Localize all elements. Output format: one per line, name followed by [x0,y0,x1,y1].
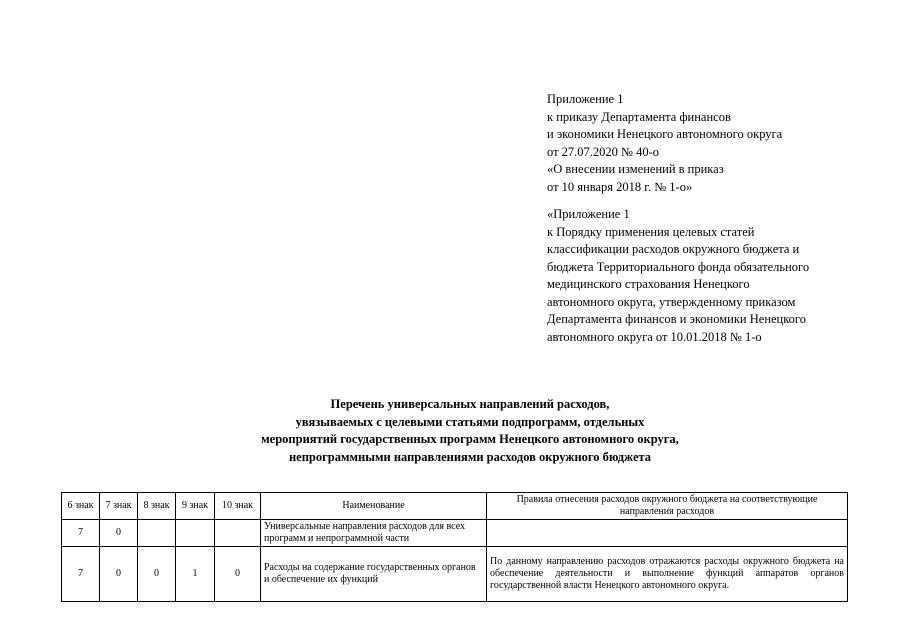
appendix-header [547,91,877,196]
table-cell [176,520,215,547]
inner-appendix-line: автономного округа, утвержденному приказом [547,294,796,309]
appendix-line: от 27.07.2020 № 40-о [547,144,660,159]
column-header: 6 знак [62,493,100,520]
column-header: 7 знак [100,493,138,520]
table-cell: 0 [138,547,176,602]
appendix-line: «О внесении изменений в приказ [547,162,724,176]
table-cell [138,520,176,547]
inner-appendix-line: бюджета Территориального фонда обязательного [547,259,810,274]
table-cell: 1 [176,547,215,602]
document-title [190,396,750,466]
title-line: увязываемых с целевыми статьями подпрограмм, отдельных [295,414,645,429]
appendix-line: к приказу Департамента финансов [547,109,731,124]
appendix-line: и экономики Ненецкого автономного округа [547,127,783,141]
directions-table [61,492,848,602]
inner-appendix-line: Департамента финансов и экономики Ненецкого [547,312,807,326]
table-cell: 0 [100,520,138,547]
inner-appendix-line: автономного округа от 10.01.2018 № 1-о [547,329,762,344]
table-cell: 0 [215,547,261,602]
table-cell: Расходы на содержание государственных органов и обеспечение их функций [261,547,487,602]
table-cell: 7 [62,520,100,547]
table-cell: 7 [62,547,100,602]
table-cell: Универсальные направления расходов для всех программ и непрограммной части [261,520,487,547]
appendix-line: Приложение 1 [547,92,624,106]
column-header: Правила отнесения расходов окружного бюджета на соответствующие направления расходов [487,493,848,520]
column-header: 9 знак [176,493,215,520]
inner-appendix-line: медицинского страхования Ненецкого [547,277,750,291]
column-header: 10 знак [215,493,261,520]
table-cell: 0 [100,547,138,602]
table-row [62,520,848,547]
inner-appendix-line: к Порядку применения целевых статей [547,224,755,239]
title-line: мероприятий государственных программ Ненецкого автономного округа, [261,432,679,446]
appendix-line: от 10 января 2018 г. № 1-о» [547,179,693,194]
table-cell [487,520,848,547]
column-header: Наименование [261,493,487,520]
column-header: 8 знак [138,493,176,520]
title-line: непрограммными направлениями расходов окружного бюджета [288,449,652,464]
table-cell [215,520,261,547]
table-row [62,547,848,602]
table-header-row [62,493,848,520]
inner-appendix-line: «Приложение 1 [547,207,630,221]
inner-appendix-header [547,206,877,346]
table-cell: По данному направлению расходов отражаются расходы окружного бюджета на обеспечение деятельности и выполнение функций аппаратов органов государственной власти Ненецкого автономного округа. [487,547,848,602]
inner-appendix-line: классификации расходов окружного бюджета и [547,242,800,256]
title-line: Перечень универсальных направлений расходов, [330,397,610,411]
